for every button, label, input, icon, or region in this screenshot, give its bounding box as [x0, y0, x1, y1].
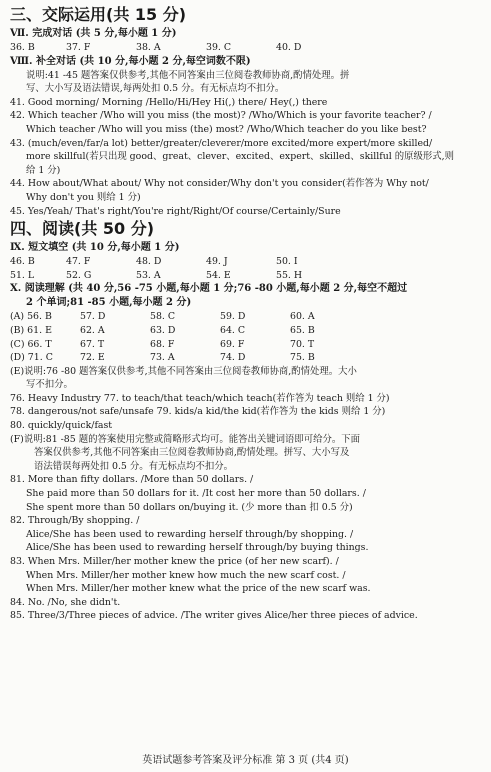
answer-78-79: 78. dangerous/not safe/unsafe 79. kids/a kid/the kid(若作答为 the kids 则给 1 分): [10, 406, 386, 418]
answer-68: 68. F: [150, 338, 175, 350]
answer-53: 53. A: [136, 269, 161, 281]
answer-81: 81. More than fifty dollars. /More than 50 dollars. /: [10, 474, 254, 486]
answer-59: 59. D: [220, 311, 246, 323]
answer-83: 83. When Mrs. Miller/her mother knew the price (of her new scarf). /: [10, 556, 339, 567]
part-10-heading: Ⅹ. 阅读理解 (共 40 分,56 -75 小题,每小题 1 分;76 -80 小题,每小题 2 分,每空不超过: [10, 283, 408, 295]
part-10-grid-row: [10, 338, 481, 352]
answer-67: 67. T: [80, 338, 105, 350]
answer-61: (B) 61. E: [10, 324, 52, 336]
part-9-heading: Ⅸ. 短文填空 (共 10 分,每小题 1 分): [10, 242, 180, 254]
answer-54: 54. E: [206, 269, 231, 281]
answer-43: 43. (much/even/far/a lot) better/greater/cleverer/more excited/more expert/more skilled/: [10, 137, 433, 149]
part-f-note: (F)说明:81 -85 题的答案使用完整或简略形式均可。能答出关键词语即可给分。下面: [10, 433, 360, 445]
answer-57: 57. D: [80, 311, 106, 323]
answer-52: 52. G: [66, 269, 92, 281]
answer-81-cont: She spent more than 50 dollars on/buying it. (少 more than 扣 0.5 分): [26, 501, 353, 513]
part-10-grid-row: [10, 310, 481, 324]
answer-37: 37. F: [66, 42, 91, 53]
answer-38: 38. A: [136, 42, 161, 53]
answer-36: 36. B: [10, 42, 35, 53]
answer-85: 85. Three/3/Three pieces of advice. /The writer gives Alice/her three pieces of advice.: [10, 610, 418, 622]
answer-51: 51. L: [10, 269, 35, 281]
answer-62: 62. A: [80, 324, 105, 336]
answer-73: 73. A: [150, 352, 175, 364]
answer-82-cont: Alice/She has been used to rewarding herself through/by buying things.: [26, 542, 369, 554]
part-f-note-cont: 答案仅供参考,其他不同答案由三位阅卷教师协商,酌情处理。拼写、大小写及: [34, 447, 350, 459]
answer-81-cont: She paid more than 50 dollars for it. /It cost her more than 50 dollars. /: [26, 488, 366, 500]
answer-43-cont: more skillful(若只出现 good、great、clever、excited、expert、skilled、skillful 的原级形式,则: [26, 151, 455, 163]
answer-40: 40. D: [276, 42, 302, 53]
page-footer: 英语试题参考答案及评分标准 第 3 页 (共4 页): [142, 755, 349, 766]
answer-82: 82. Through/By shopping. /: [10, 515, 140, 527]
answer-47: 47. F: [66, 256, 91, 268]
answer-48: 48. D: [136, 256, 162, 268]
answer-58: 58. C: [150, 311, 176, 323]
answer-72: 72. E: [80, 352, 105, 364]
part-10-heading-cont: 2 个单词;81 -85 小题,每小题 2 分): [26, 297, 192, 309]
answer-45: 45. Yes/Yeah/ That's right/You're right/Right/Of course/Certainly/Sure: [10, 205, 341, 217]
answer-66: (C) 66. T: [10, 338, 52, 350]
part-9-row: [10, 269, 481, 283]
answer-55: 55. H: [276, 269, 303, 281]
answer-84: 84. No. /No, she didn't.: [10, 596, 121, 608]
answer-69: 69. F: [220, 338, 245, 350]
answer-50: 50. I: [276, 256, 298, 268]
answer-74: 74. D: [220, 352, 246, 364]
section-3-title: 三、交际运用(共 15 分): [10, 5, 187, 24]
part-10-grid-row: [10, 351, 481, 365]
answer-83-cont: When Mrs. Miller/her mother knew how much the new scarf cost. /: [26, 569, 346, 581]
answer-44-cont: Why don't you 则给 1 分): [26, 191, 141, 203]
answer-56: (A) 56. B: [10, 311, 52, 323]
answer-42: 42. Which teacher /Who will you miss (the most)? /Who/Which is your favorite teacher? /: [10, 110, 432, 122]
answer-63: 63. D: [150, 324, 176, 336]
answer-42-cont: Which teacher /Who will you miss (the) most? /Who/Which teacher do you like best?: [26, 123, 427, 135]
answer-71: (D) 71. C: [10, 352, 53, 364]
section-4-title: 四、阅读(共 50 分): [10, 219, 155, 239]
answer-43-cont: 给 1 分): [26, 164, 61, 176]
part-10-grid-row: [10, 324, 481, 338]
answer-82-cont: Alice/She has been used to rewarding herself through/by shopping. /: [26, 528, 354, 540]
answer-49: 49. J: [206, 256, 228, 268]
answer-80: 80. quickly/quick/fast: [10, 420, 113, 432]
part-8-heading: Ⅷ. 补全对话 (共 10 分,每小题 2 分,每空词数不限): [10, 55, 251, 67]
answer-46: 46. B: [10, 256, 35, 268]
part-8-note: 说明:41 -45 题答案仅供参考,其他不同答案由三位阅卷教师协商,酌情处理。拼: [26, 69, 350, 81]
part-e-note-cont: 写不扣分。: [26, 379, 73, 391]
answer-76-77: 76. Heavy Industry 77. to teach/that teach/which teach(若作答为 teach 则给 1 分): [10, 392, 390, 404]
answer-44: 44. How about/What about/ Why not consider/Why don't you consider(若作答为 Why not/: [10, 178, 429, 190]
part-7-answers: [10, 41, 481, 55]
answer-83-cont: When Mrs. Miller/her mother knew what the price of the new scarf was.: [26, 583, 371, 595]
answer-64: 64. C: [220, 324, 246, 336]
part-e-note: (E)说明:76 -80 题答案仅供参考,其他不同答案由三位阅卷教师协商,酌情处理。大小: [10, 365, 357, 377]
answer-70: 70. T: [290, 338, 315, 350]
answer-60: 60. A: [290, 311, 315, 323]
answer-75: 75. B: [290, 352, 315, 364]
answer-65: 65. B: [290, 324, 315, 336]
part-9-row: [10, 255, 481, 269]
part-7-heading: Ⅶ. 完成对话 (共 5 分,每小题 1 分): [10, 28, 177, 39]
part-8-note: 写、大小写及语法错误,每两处扣 0.5 分。有无标点均不扣分。: [26, 83, 285, 95]
answer-39: 39. C: [206, 42, 232, 53]
part-f-note-cont: 语法错误每两处扣 0.5 分。有无标点均不扣分。: [34, 460, 233, 472]
answer-41: 41. Good morning/ Morning /Hello/Hi/Hey Hi(,) there/ Hey(,) there: [10, 96, 328, 108]
